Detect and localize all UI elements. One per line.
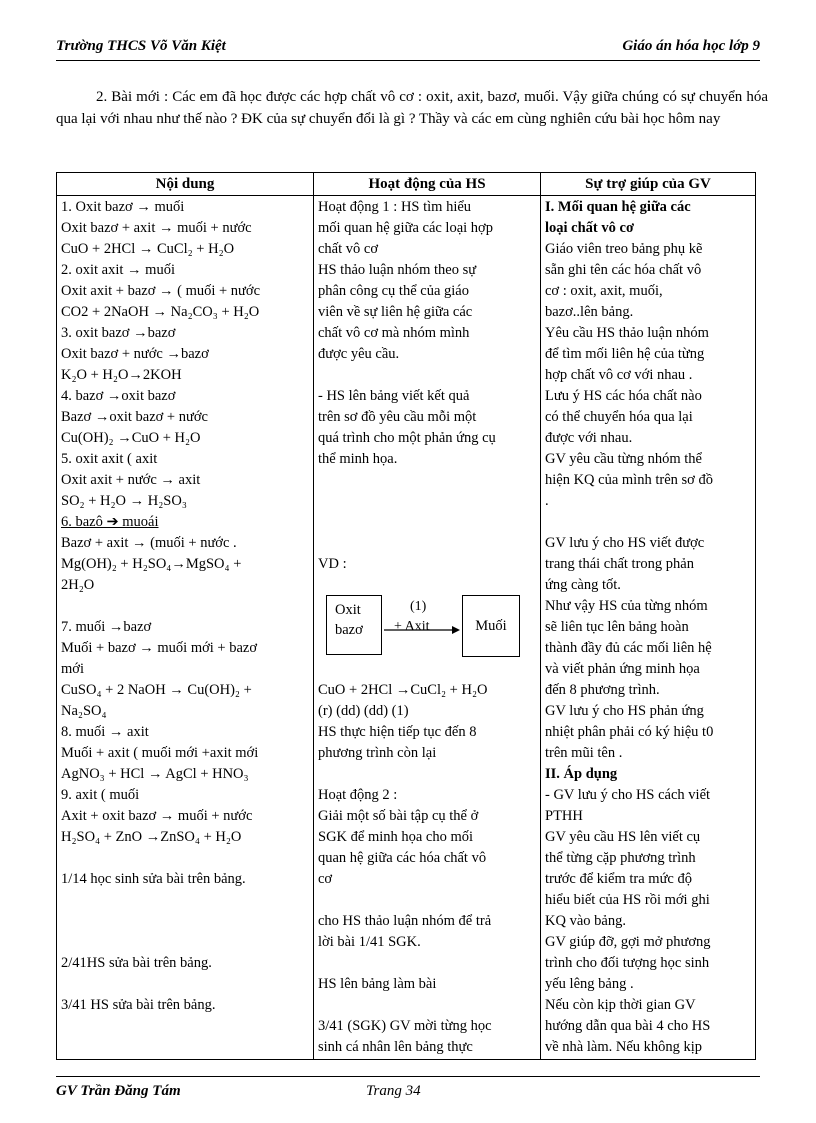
col2-line: mối quan hệ giữa các loại hợp (318, 220, 493, 236)
page-number: Trang 34 (366, 1083, 421, 1099)
col1-line: Oxit bazơ + axit → muối + nước (61, 220, 252, 236)
col3-line: trên mũi tên . (545, 745, 623, 761)
col2-line: (r) (dd) (dd) (1) (318, 703, 409, 719)
col1-line: SO₂ + H₂O → H₂SO₃ (61, 493, 187, 509)
col1-line: K₂O + H₂O→2KOH (61, 367, 182, 383)
col3-line: hướng dẫn qua bài 4 cho HS (545, 1018, 711, 1034)
col2-line: Hoạt động 2 : (318, 787, 398, 803)
col2-line: HS lên bảng làm bài (318, 976, 437, 992)
box1-line2: bazơ (335, 622, 363, 638)
col2-line: HS thảo luận nhóm theo sự (318, 262, 477, 278)
col3-line: hiện KQ của mình trên sơ đồ (545, 472, 713, 488)
col3-line: thành đầy đủ các mối liên hệ (545, 640, 712, 656)
col1-line: 2/41HS sửa bài trên bảng. (61, 955, 212, 971)
col2-line: quá trình cho một phản ứng cụ (318, 430, 496, 446)
col3-line: có thể chuyển hóa qua lại (545, 409, 693, 425)
col1-line: Muối + axit ( muối mới +axit mới (61, 745, 259, 761)
col3-line: cơ : oxit, axit, muối, (545, 283, 663, 299)
col2-line: phân công cụ thể của giáo (318, 283, 469, 299)
col2-line: Hoạt động 1 : HS tìm hiểu (318, 199, 472, 215)
col2-line: phương trình còn lại (318, 745, 437, 761)
col2-line: Giải một số bài tập cụ thể ở (318, 808, 479, 824)
header-student-activity: Hoạt động của HS (314, 173, 540, 196)
col3-line: GV lưu ý cho HS phản ứng (545, 703, 704, 719)
col1-line: 3/41 HS sửa bài trên bảng. (61, 997, 216, 1013)
col2-line: quan hệ giữa các hóa chất vô (318, 850, 487, 866)
col1-line: 1. Oxit bazơ → muối (61, 199, 185, 215)
col2-line (318, 512, 536, 533)
col3-line: trình cho đối tượng học sinh (545, 955, 710, 971)
col3-line: Như vậy HS của từng nhóm (545, 598, 708, 614)
col3-line: sẽ liên tục lên bảng hoàn (545, 619, 689, 635)
col1-line: 8. muối → axit (61, 724, 149, 740)
col3-line: sẵn ghi tên các hóa chất vô (545, 262, 702, 278)
col1-line: Bazơ →oxit bazơ + nước (61, 409, 208, 425)
col2-line: 3/41 (SGK) GV mời từng học (318, 1018, 492, 1034)
col3-line: I. Mối quan hệ giữa các (545, 199, 691, 215)
col3-line: . (545, 493, 549, 509)
col2-line: thể minh họa. (318, 451, 398, 467)
col2-line: SGK để minh họa cho mối (318, 829, 474, 845)
col2-line: được yêu cầu. (318, 346, 400, 362)
arrow-label-bottom: + Axit (394, 619, 430, 634)
col3-line (545, 512, 751, 533)
col1-line: Oxit bazơ + nước →bazơ (61, 346, 209, 362)
col2-line (318, 953, 536, 974)
col2-line: CuO + 2HCl →CuCl₂ + H₂O (318, 682, 488, 698)
teacher-support-lines (545, 197, 751, 1058)
col3-line: ứng càng tốt. (545, 577, 621, 593)
col3-line: đến 8 phương trình. (545, 682, 660, 698)
col1-line: mới (61, 661, 84, 677)
col2-line (318, 890, 536, 911)
col2-line (318, 491, 536, 512)
col2-line: - HS lên bảng viết kết quả (318, 388, 470, 404)
col2-line: cơ (318, 871, 333, 887)
col2-line (318, 659, 536, 680)
column-student-activity (314, 173, 541, 1059)
col3-line: Giáo viên treo bảng phụ kẽ (545, 241, 703, 257)
diagram-box-muoi: Muối (462, 595, 520, 657)
col3-line: loại chất vô cơ (545, 220, 634, 236)
col1-line: CuO + 2HCl → CuCl₂ + H₂O (61, 241, 235, 257)
lesson-table (56, 172, 756, 1060)
col1-line (61, 932, 309, 953)
col1-line: Bazơ + axit → (muối + nước . (61, 535, 237, 551)
school-name: Trường THCS Võ Văn Kiệt (56, 38, 226, 54)
col2-line: cho HS thảo luận nhóm để trả (318, 913, 492, 929)
col3-line: để tìm mối liên hệ của từng (545, 346, 705, 362)
col1-line: Na₂SO₄ (61, 703, 107, 719)
col1-line: Muối + bazơ → muối mới + bazơ (61, 640, 258, 656)
page-footer (56, 1076, 760, 1101)
col3-line: hiểu biết của HS rồi mới ghi (545, 892, 710, 908)
col2-line: lời bài 1/41 SGK. (318, 934, 421, 950)
col3-line: KQ vào bảng. (545, 913, 626, 929)
col2-line (318, 470, 536, 491)
col1-line: 9. axit ( muối (61, 787, 140, 803)
col1-line: AgNO₃ + HCl → AgCl + HNO₃ (61, 766, 249, 782)
col3-line: II. Áp dụng (545, 766, 618, 782)
col1-line: Mg(OH)₂ + H₂SO₄→MgSO₄ + (61, 556, 242, 572)
col1-line (61, 890, 309, 911)
col1-line (61, 848, 309, 869)
column-teacher-support (541, 173, 755, 1059)
col1-line: Oxit axit + bazơ → ( muối + nước (61, 283, 261, 299)
teacher-name: GV Trần Đăng Tám (56, 1083, 181, 1099)
page-header (56, 34, 760, 61)
arrow-right-icon (384, 625, 460, 635)
col3-line: GV yêu cầu HS lên viết cụ (545, 829, 701, 845)
col2-line: trên sơ đồ yêu cầu mỗi một (318, 409, 477, 425)
col1-line: 7. muối →bazơ (61, 619, 152, 635)
col3-line: GV giúp đỡ, gợi mở phương (545, 934, 711, 950)
box1-line1: Oxit (335, 602, 361, 618)
column-content (57, 173, 314, 1059)
col3-line: Yêu cầu HS thảo luận nhóm (545, 325, 709, 341)
col2-line: chất vô cơ (318, 241, 379, 257)
col3-line: hợp chất vô cơ với nhau . (545, 367, 693, 383)
col1-line: 3. oxit bazơ →bazơ (61, 325, 176, 341)
col3-line: và viết phản ứng minh họa (545, 661, 700, 677)
col2-line: sinh cá nhân lên bảng thực (318, 1039, 473, 1055)
col2-line: VD : (318, 556, 347, 572)
col1-line: 5. oxit axit ( axit (61, 451, 158, 467)
col3-line: Nếu còn kịp thời gian GV (545, 997, 696, 1013)
col3-line: trang thái chất trong phản (545, 556, 694, 572)
col1-line: 1/14 học sinh sửa bài trên bảng. (61, 871, 246, 887)
col1-line (61, 911, 309, 932)
col2-line: HS thực hiện tiếp tục đến 8 (318, 724, 477, 740)
content-lines (61, 197, 309, 1016)
col1-line: 2H₂O (61, 577, 95, 593)
col3-line: được với nhau. (545, 430, 633, 446)
col3-line: GV yêu cầu từng nhóm thể (545, 451, 702, 467)
col3-line: - GV lưu ý cho HS cách viết (545, 787, 711, 803)
col1-line: CuSO₄ + 2 NaOH → Cu(OH)₂ + (61, 682, 252, 698)
col3-line: nhiệt phân phải có ký hiệu t0 (545, 724, 714, 740)
col3-line: về nhà làm. Nếu không kịp (545, 1039, 703, 1055)
subject-title: Giáo án hóa học lớp 9 (622, 38, 760, 54)
col2-line (318, 764, 536, 785)
col1-line: 6. bazô ➔ muoái (61, 514, 159, 530)
col1-line: Axit + oxit bazơ → muối + nước (61, 808, 253, 824)
col3-line: Lưu ý HS các hóa chất nào (545, 388, 702, 404)
col2-line: viên về sự liên hệ giữa các (318, 304, 473, 320)
arrow-label-top: (1) (410, 599, 427, 614)
col1-line: H₂SO₄ + ZnO →ZnSO₄ + H₂O (61, 829, 242, 845)
header-teacher-support: Sự trợ giúp của GV (541, 173, 755, 196)
reaction-diagram (322, 593, 532, 659)
col3-line: trước để kiểm tra mức độ (545, 871, 692, 887)
diagram-box-oxit-bazo (326, 595, 382, 655)
col1-line (61, 974, 309, 995)
col1-line: 2. oxit axit → muối (61, 262, 175, 278)
col1-line: Cu(OH)₂ →CuO + H₂O (61, 430, 201, 446)
col2-line: chất vô cơ mà nhóm mình (318, 325, 470, 341)
col3-line: bazơ..lên bảng. (545, 304, 634, 320)
col3-line: yếu lêng bảng . (545, 976, 634, 992)
col2-line (318, 995, 536, 1016)
col2-line (318, 533, 536, 554)
col3-line: thể từng cặp phương trình (545, 850, 696, 866)
col3-line: PTHH (545, 808, 583, 824)
col1-line: 4. bazơ →oxit bazơ (61, 388, 176, 404)
col1-line: CO2 + 2NaOH → Na₂CO₃ + H₂O (61, 304, 260, 320)
col3-line: GV lưu ý cho HS viết được (545, 535, 705, 551)
intro-paragraph: 2. Bài mới : Các em đã học được các hợp chất vô cơ : oxit, axit, bazơ, muối. Vậy giữa chúng có sự chuyển hóa qua lại với nhau như thế nào ? ĐK của sự chuyển đổi là gì ? Thầy và các em cùng nghiên cứu bài học hôm nay (56, 89, 768, 127)
col1-line: Oxit axit + nước → axit (61, 472, 201, 488)
header-content: Nội dung (57, 173, 313, 196)
col2-line (318, 365, 536, 386)
col1-line (61, 596, 309, 617)
